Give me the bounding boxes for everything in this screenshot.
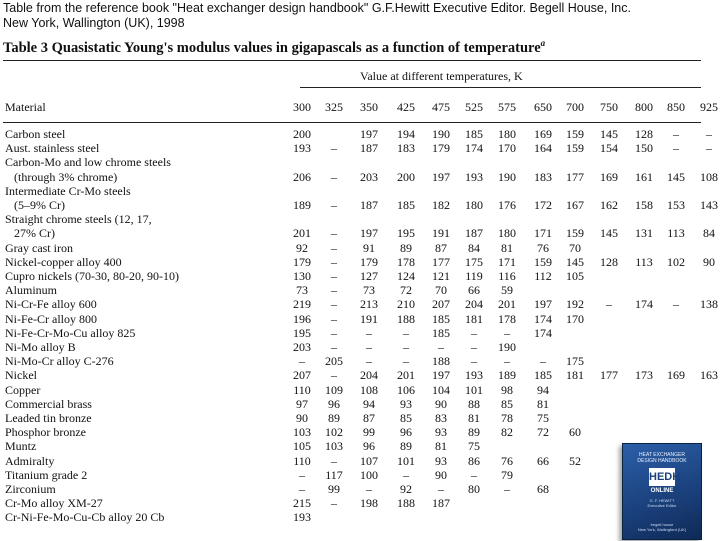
table-cell: – <box>366 325 372 340</box>
table-cell: 110 <box>293 453 311 468</box>
material-name: Admiralty <box>5 453 55 468</box>
table-cell: 207 <box>293 368 311 383</box>
temperature-group-header: Value at different temperatures, K <box>360 69 523 83</box>
book-cover-publisher-line-1: begell house <box>650 522 674 527</box>
table-cell: 96 <box>363 439 375 454</box>
table-cell: 201 <box>498 297 516 312</box>
book-cover-publisher <box>627 522 697 532</box>
table-cell: 159 <box>534 254 552 269</box>
table-cell: 219 <box>293 297 311 312</box>
table-cell: 88 <box>468 396 480 411</box>
table-cell: 81 <box>468 411 480 425</box>
table-cell: 109 <box>325 382 343 397</box>
table-cell: 162 <box>600 198 618 212</box>
material-name: Cr-Mo alloy XM-27 <box>5 496 103 511</box>
table-cell: 104 <box>432 382 450 397</box>
table-cell: 191 <box>360 311 378 326</box>
table-cell: 193 <box>293 141 311 156</box>
table-cell: 177 <box>600 368 618 383</box>
table-cell: 173 <box>635 368 653 383</box>
material-name: Ni-Fe-Cr alloy 800 <box>5 311 97 326</box>
material-name: Gray cast iron <box>5 240 73 255</box>
table-cell: 119 <box>465 269 483 283</box>
table-cell: 108 <box>700 169 718 184</box>
material-name: Carbon steel <box>5 127 66 141</box>
table-cell: 89 <box>400 240 412 255</box>
table-cell: 84 <box>468 240 480 255</box>
table-cell: – <box>606 297 612 312</box>
table-cell: 138 <box>700 297 718 312</box>
table-cell: 89 <box>328 411 340 425</box>
table-cell: 92 <box>296 240 308 255</box>
table-cell: – <box>403 467 409 482</box>
table-cell: 52 <box>569 453 581 468</box>
table-cell: 176 <box>498 198 516 212</box>
table-cell: 170 <box>566 311 584 326</box>
table-cell: 179 <box>360 254 378 269</box>
table-cell: 189 <box>293 198 311 212</box>
table-cell: 188 <box>432 354 450 369</box>
table-cell: 145 <box>600 226 618 241</box>
table-cell: – <box>299 467 305 482</box>
table-cell: – <box>331 226 337 241</box>
material-name: Phosphor bronze <box>5 425 86 440</box>
temperature-header-325: 325 <box>325 100 343 114</box>
table-cell: 197 <box>360 226 378 241</box>
table-cell: – <box>673 127 679 141</box>
table-cell: 180 <box>465 198 483 212</box>
table-cell: 182 <box>432 198 450 212</box>
material-name: Ni-Mo-Cr alloy C-276 <box>5 354 114 369</box>
table-cell: 178 <box>397 254 415 269</box>
material-name: Leaded tin bronze <box>5 411 92 425</box>
table-cell: 93 <box>400 396 412 411</box>
table-cell: 169 <box>667 368 685 383</box>
table-cell: 90 <box>703 254 715 269</box>
table-cell: 85 <box>400 411 412 425</box>
table-cell: – <box>299 354 305 369</box>
table-cell: – <box>331 453 337 468</box>
table-cell: 117 <box>325 467 343 482</box>
table-cell: – <box>540 354 546 369</box>
table-cell: 190 <box>498 169 516 184</box>
table-cell: 170 <box>498 141 516 156</box>
table-cell: 92 <box>400 482 412 496</box>
table-cell: 203 <box>360 169 378 184</box>
table-cell: – <box>403 325 409 340</box>
table-cell: 113 <box>635 254 653 269</box>
table-cell: 185 <box>465 127 483 141</box>
table-cell: 200 <box>293 127 311 141</box>
source-note-line-2: New York, Wallington (UK), 1998 <box>3 16 185 30</box>
table-cell: 201 <box>293 226 311 241</box>
table-cell: – <box>331 297 337 312</box>
table-cell: 143 <box>700 198 718 212</box>
material-column-header: Material <box>5 100 46 114</box>
table-cell: 206 <box>293 169 311 184</box>
material-name: Copper <box>5 382 41 397</box>
table-cell: 75 <box>537 411 549 425</box>
table-cell: 183 <box>397 141 415 156</box>
material-name: Aluminum <box>5 283 58 298</box>
material-name: Muntz <box>5 439 37 454</box>
table-cell: 97 <box>296 396 308 411</box>
table-cell: 177 <box>566 169 584 184</box>
table-cell: 94 <box>537 382 549 397</box>
table-cell: 193 <box>465 169 483 184</box>
table-cell: – <box>331 240 337 255</box>
table-cell: 195 <box>397 226 415 241</box>
temperature-header-300: 300 <box>293 100 311 114</box>
table-cell: – <box>331 198 337 212</box>
table-cell: – <box>403 340 409 354</box>
table-cell: 89 <box>468 425 480 440</box>
table-cell: 195 <box>293 325 311 340</box>
table-cell: 185 <box>397 198 415 212</box>
table-cell: 108 <box>360 382 378 397</box>
table-cell: 80 <box>468 482 480 496</box>
table-cell: 175 <box>566 354 584 369</box>
table-cell: 207 <box>432 297 450 312</box>
table-cell: – <box>366 354 372 369</box>
material-name: Straight chrome steels (12, 17, <box>5 212 152 227</box>
table-cell: 187 <box>465 226 483 241</box>
table-cell: 113 <box>667 226 685 241</box>
table-cell: 178 <box>498 311 516 326</box>
material-name: Ni-Fe-Cr-Mo-Cu alloy 825 <box>5 325 136 340</box>
table-cell: – <box>331 169 337 184</box>
temperature-header-800: 800 <box>635 100 653 114</box>
table-cell: – <box>366 340 372 354</box>
table-cell: 187 <box>360 198 378 212</box>
table-cell: – <box>706 127 712 141</box>
table-cell: – <box>331 283 337 298</box>
table-cell: 213 <box>360 297 378 312</box>
table-cell: 145 <box>600 127 618 141</box>
table-cell: – <box>471 325 477 340</box>
table-cell: 185 <box>432 325 450 340</box>
material-name: Commercial brass <box>5 396 92 411</box>
table-cell: – <box>438 482 444 496</box>
table-cell: 204 <box>465 297 483 312</box>
table-cell: 130 <box>293 269 311 283</box>
material-name: Cr-Ni-Fe-Mo-Cu-Cb alloy 20 Cb <box>5 510 165 525</box>
table-cell: 128 <box>600 254 618 269</box>
table-cell: 179 <box>293 254 311 269</box>
table-cell: 101 <box>465 382 483 397</box>
table-cell: 174 <box>465 141 483 156</box>
book-cover-editor-line-1: G. F. HEWITT <box>649 498 675 503</box>
material-name: Zirconium <box>5 482 56 496</box>
table-cell: – <box>673 297 679 312</box>
material-name: Intermediate Cr-Mo steels <box>5 183 131 198</box>
table-cell: 83 <box>435 411 447 425</box>
material-name: Ni-Cr-Fe alloy 600 <box>5 297 97 312</box>
table-cell: 197 <box>534 297 552 312</box>
material-name: Cupro nickels (70-30, 80-20, 90-10) <box>5 269 179 283</box>
table-cell: 116 <box>498 269 516 283</box>
table-cell: – <box>299 482 305 496</box>
table-cell: 194 <box>397 127 415 141</box>
table-cell: 201 <box>397 368 415 383</box>
table-cell: – <box>673 141 679 156</box>
table-cell: 205 <box>325 354 343 369</box>
table-cell: 187 <box>432 496 450 511</box>
table-cell: – <box>471 354 477 369</box>
table-cell: 210 <box>397 297 415 312</box>
table-cell: 145 <box>566 254 584 269</box>
table-cell: 169 <box>534 127 552 141</box>
table-cell: 73 <box>296 283 308 298</box>
book-cover-title-line-1: HEAT EXCHANGER <box>639 452 685 458</box>
table-cell: – <box>331 368 337 383</box>
material-name: Nickel <box>5 368 37 383</box>
table-cell: – <box>366 482 372 496</box>
table-title-footnote: a <box>540 38 546 48</box>
table-title-text: Table 3 Quasistatic Young's modulus values in gigapascals as a function of temperature <box>3 39 541 56</box>
table-cell: 196 <box>293 311 311 326</box>
table-cell: 124 <box>397 269 415 283</box>
table-cell: 102 <box>325 425 343 440</box>
table-cell: 100 <box>360 467 378 482</box>
table-cell: 90 <box>296 411 308 425</box>
table-cell: – <box>706 141 712 156</box>
table-cell: 159 <box>566 141 584 156</box>
table-cell: 79 <box>501 467 513 482</box>
table-cell: 99 <box>328 482 340 496</box>
table-cell: – <box>331 325 337 340</box>
table-cell: 98 <box>501 382 513 397</box>
table-cell: 183 <box>534 169 552 184</box>
table-cell: 82 <box>501 425 513 440</box>
material-name-continued: (5–9% Cr) <box>5 198 65 212</box>
top-rule <box>3 60 701 61</box>
header-rule <box>3 122 701 123</box>
table-cell: 171 <box>534 226 552 241</box>
table-cell: – <box>331 311 337 326</box>
table-cell: 158 <box>635 198 653 212</box>
table-cell: 110 <box>293 382 311 397</box>
temperature-header-925: 925 <box>700 100 718 114</box>
table-cell: 171 <box>498 254 516 269</box>
source-note-line-1: Table from the reference book "Heat exchanger design handbook" G.F.Hewitt Executive Editor. Begell House, Inc. <box>3 1 631 15</box>
book-cover-publisher-line-2: New York, Wallingford (UK) <box>637 527 687 532</box>
table-cell: 197 <box>432 169 450 184</box>
table-cell: 159 <box>566 127 584 141</box>
table-cell: 86 <box>468 453 480 468</box>
table-cell: 96 <box>328 396 340 411</box>
table-cell: 164 <box>534 141 552 156</box>
table-cell: 169 <box>600 169 618 184</box>
table-cell: – <box>331 269 337 283</box>
material-name-continued: (through 3% chrome) <box>5 169 118 184</box>
table-cell: 203 <box>293 340 311 354</box>
table-cell: 185 <box>534 368 552 383</box>
table-cell: 179 <box>432 141 450 156</box>
temperature-header-700: 700 <box>566 100 584 114</box>
table-cell: – <box>331 254 337 269</box>
table-cell: 163 <box>700 368 718 383</box>
table-cell: – <box>331 496 337 511</box>
temperature-header-850: 850 <box>667 100 685 114</box>
table-cell: 85 <box>501 396 513 411</box>
table-cell: 107 <box>360 453 378 468</box>
table-cell: 192 <box>566 297 584 312</box>
material-name: Ni-Mo alloy B <box>5 340 76 354</box>
table-cell: 189 <box>498 368 516 383</box>
group-rule <box>300 87 701 88</box>
table-cell: 127 <box>360 269 378 283</box>
book-cover-logo: HEDH <box>649 468 675 486</box>
book-cover-editor-line-2: Executive Editor <box>647 503 677 508</box>
table-cell: 181 <box>465 311 483 326</box>
table-cell: 193 <box>293 510 311 525</box>
table-cell: 103 <box>293 425 311 440</box>
table-cell: 78 <box>501 411 513 425</box>
table-cell: 190 <box>498 340 516 354</box>
table-cell: – <box>471 340 477 354</box>
material-name-continued: 27% Cr) <box>5 226 55 241</box>
table-cell: – <box>403 354 409 369</box>
book-cover-title-line-2: DESIGN HANDBOOK <box>637 458 687 464</box>
material-name: Aust. stainless steel <box>5 141 100 156</box>
table-cell: 174 <box>534 311 552 326</box>
table-cell: 112 <box>534 269 552 283</box>
table-cell: 153 <box>667 198 685 212</box>
temperature-header-650: 650 <box>534 100 552 114</box>
table-title <box>3 38 545 57</box>
table-cell: 159 <box>566 226 584 241</box>
table-cell: 188 <box>397 311 415 326</box>
material-name: Nickel-copper alloy 400 <box>5 254 122 269</box>
table-cell: 90 <box>435 396 447 411</box>
table-cell: 197 <box>432 368 450 383</box>
table-cell: 174 <box>635 297 653 312</box>
table-cell: 191 <box>432 226 450 241</box>
table-cell: 198 <box>360 496 378 511</box>
table-cell: 150 <box>635 141 653 156</box>
table-cell: – <box>331 141 337 156</box>
table-cell: – <box>471 467 477 482</box>
table-cell: 91 <box>363 240 375 255</box>
table-cell: 204 <box>360 368 378 383</box>
table-cell: 70 <box>569 240 581 255</box>
table-cell: 106 <box>397 382 415 397</box>
table-cell: 59 <box>501 283 513 298</box>
table-cell: 190 <box>432 127 450 141</box>
table-cell: 154 <box>600 141 618 156</box>
table-cell: 73 <box>363 283 375 298</box>
temperature-header-350: 350 <box>360 100 378 114</box>
book-cover-image <box>622 443 702 540</box>
table-cell: 180 <box>498 127 516 141</box>
book-cover-title <box>627 452 697 464</box>
table-cell: 103 <box>325 439 343 454</box>
book-cover-online: ONLINE <box>650 488 674 494</box>
table-cell: 99 <box>363 425 375 440</box>
table-cell: 161 <box>635 169 653 184</box>
table-cell: 66 <box>468 283 480 298</box>
table-cell: 105 <box>566 269 584 283</box>
table-cell: 84 <box>703 226 715 241</box>
table-cell: 172 <box>534 198 552 212</box>
table-cell: 90 <box>435 467 447 482</box>
table-cell: 94 <box>363 396 375 411</box>
table-cell: 76 <box>501 453 513 468</box>
table-cell: 167 <box>566 198 584 212</box>
table-cell: – <box>438 340 444 354</box>
table-cell: 105 <box>293 439 311 454</box>
table-cell: 187 <box>360 141 378 156</box>
material-name: Carbon-Mo and low chrome steels <box>5 155 171 170</box>
table-cell: – <box>331 340 337 354</box>
table-cell: 215 <box>293 496 311 511</box>
table-cell: 87 <box>435 240 447 255</box>
table-cell: – <box>504 325 510 340</box>
table-cell: 128 <box>635 127 653 141</box>
table-cell: 70 <box>435 283 447 298</box>
table-cell: 180 <box>498 226 516 241</box>
material-name: Titanium grade 2 <box>5 467 88 482</box>
table-cell: 185 <box>432 311 450 326</box>
table-cell: 197 <box>360 127 378 141</box>
temperature-header-525: 525 <box>465 100 483 114</box>
table-cell: 68 <box>537 482 549 496</box>
table-cell: 72 <box>400 283 412 298</box>
table-cell: 121 <box>432 269 450 283</box>
table-cell: 75 <box>468 439 480 454</box>
temperature-header-750: 750 <box>600 100 618 114</box>
temperature-header-475: 475 <box>432 100 450 114</box>
table-cell: 89 <box>400 439 412 454</box>
table-cell: 66 <box>537 453 549 468</box>
temperature-header-575: 575 <box>498 100 516 114</box>
table-cell: 200 <box>397 169 415 184</box>
table-cell: 181 <box>566 368 584 383</box>
table-cell: – <box>504 354 510 369</box>
table-cell: 175 <box>465 254 483 269</box>
table-cell: 60 <box>569 425 581 440</box>
book-cover-editor <box>627 498 697 508</box>
table-cell: 93 <box>435 453 447 468</box>
table-cell: 177 <box>432 254 450 269</box>
table-cell: 131 <box>635 226 653 241</box>
table-cell: 101 <box>397 453 415 468</box>
table-cell: 72 <box>537 425 549 440</box>
table-cell: 76 <box>537 240 549 255</box>
table-cell: 96 <box>400 425 412 440</box>
table-cell: 81 <box>435 439 447 454</box>
table-cell: 81 <box>537 396 549 411</box>
table-cell: 102 <box>667 254 685 269</box>
table-cell: 188 <box>397 496 415 511</box>
temperature-header-425: 425 <box>397 100 415 114</box>
table-cell: 81 <box>501 240 513 255</box>
table-cell: 87 <box>363 411 375 425</box>
table-cell: 174 <box>534 325 552 340</box>
table-cell: – <box>504 482 510 496</box>
table-cell: 193 <box>465 368 483 383</box>
table-cell: 145 <box>667 169 685 184</box>
table-cell: 93 <box>435 425 447 440</box>
source-note <box>3 1 631 31</box>
